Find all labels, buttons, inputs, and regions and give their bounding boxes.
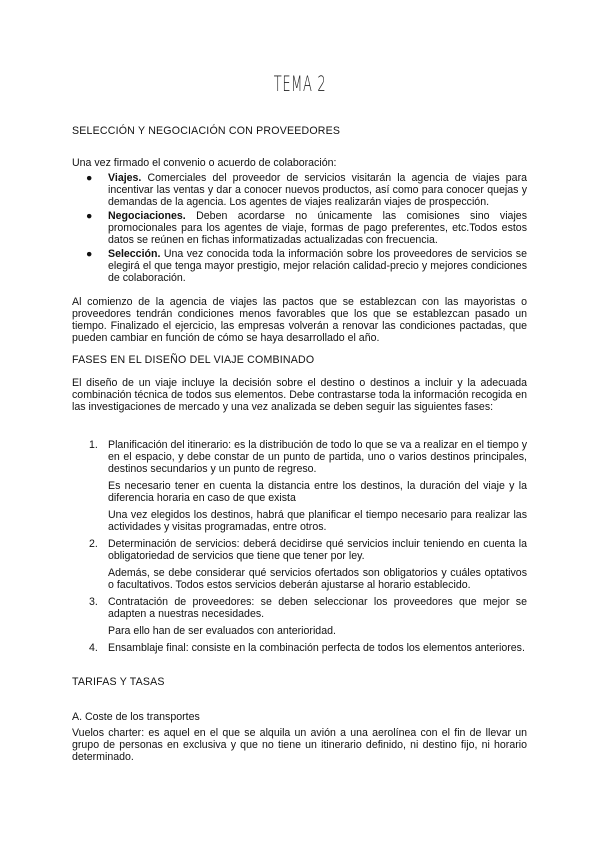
list-item-note: Es necesario tener en cuenta la distancia entre los destinos, la duración del viaje y la diferencia horaria en caso de que exista (108, 480, 527, 504)
list-item-number: 3. (89, 596, 98, 608)
list-item-number: 2. (89, 538, 98, 550)
list-item-text: Ensamblaje final: consiste en la combinación perfecta de todos los elementos anteriores. (108, 642, 525, 654)
list-item-note: Además, se debe considerar qué servicios ofertados son obligatorios y cuáles optativos o facultativos. Todos estos servicios deberán ajustarse al horario establecido. (108, 567, 527, 591)
section-heading-fases: FASES EN EL DISEÑO DEL VIAJE COMBINADO (72, 354, 315, 366)
list-item-text: Determinación de servicios: deberá decidirse qué servicios incluir teniendo en cuenta la obligatoriedad de servicios que tiene que tener por ley. (108, 538, 527, 562)
list-item (86, 210, 527, 246)
list-item-text: Comerciales del proveedor de servicios visitarán la agencia de viajes para incentivar las ventas y dar a conocer nuevos productos, así como para conocer quejas y demandas de la agencia. Los agentes de viajes realizarán viajes de prospección. (108, 172, 527, 208)
list-item-text: Contratación de proveedores: se deben seleccionar los proveedores que mejor se adapten a nuestras necesidades. (108, 596, 527, 620)
phases-list (72, 439, 527, 654)
section3-text: Vuelos charter: es aquel en el que se alquila un avión a una aerolínea con el fin de llevar un grupo de personas en exclusiva y que no tiene un itinerario definido, ni destino fijo, ni horario determinado. (72, 727, 527, 763)
section-heading-tarifas: TARIFAS Y TASAS (72, 676, 165, 688)
bullet-list (72, 172, 527, 284)
list-item-note: Para ello han de ser evaluados con anterioridad. (108, 625, 336, 637)
list-item-note: Una vez elegidos los destinos, habrá que planificar el tiempo necesario para realizar las actividades y visitas programadas, entre otros. (108, 509, 527, 533)
list-item-text: Una vez conocida toda la información sobre los proveedores de servicios se elegirá el que tenga mayor prestigio, mejor relación calidad-precio y mejores condiciones de colaboración. (108, 248, 527, 284)
bullet-icon: ● (86, 248, 93, 260)
page-title: TEMA 2 (273, 72, 327, 96)
list-item-term: Viajes. (108, 172, 142, 184)
list-item-text: Planificación del itinerario: es la distribución de todo lo que se va a realizar en el tiempo y en el espacio, y debe constar de un punto de partida, uno o varios destinos principales, destinos secundarios y un punto de regreso. (108, 439, 527, 475)
bullet-icon: ● (86, 210, 93, 222)
section1-closing: Al comienzo de la agencia de viajes las pactos que se establezcan con las mayoristas o proveedores tendrán condiciones menos favorables que los que se establezcan pasado un tiempo. Finalizado el ejercicio, las empresas volverán a renovar las condiciones pactadas, que pueden cambiar en función de cómo se haya desarrollado el año. (72, 296, 527, 344)
list-item-number: 1. (89, 439, 98, 451)
section2-intro: El diseño de un viaje incluye la decisión sobre el destino o destinos a incluir y la adecuada combinación técnica de todos sus elementos. Debe contrastarse toda la información recogida en las investigaciones de mercado y una vez analizada se deben seguir las siguientes fases: (72, 377, 527, 413)
document-body (72, 125, 527, 763)
list-item (89, 596, 527, 637)
bullet-icon: ● (86, 172, 93, 184)
list-item (86, 248, 527, 284)
list-item (89, 642, 527, 654)
list-item-number: 4. (89, 642, 98, 654)
list-item-term: Selección. (108, 248, 161, 260)
section-heading-proveedores: SELECCIÓN Y NEGOCIACIÓN CON PROVEEDORES (72, 125, 341, 137)
list-item (89, 538, 527, 591)
list-item-term: Negociaciones. (108, 210, 186, 222)
subsection-heading: A. Coste de los transportes (72, 711, 200, 723)
list-item (86, 172, 527, 208)
section1-intro: Una vez firmado el convenio o acuerdo de colaboración: (72, 157, 337, 169)
list-item (89, 439, 527, 533)
list-item-text: Deben acordarse no únicamente las comisiones sino viajes promocionales para los agentes de viaje, formas de pago preferentes, etc.Todos estos datos se reúnen en fichas informatizadas actualizadas con frecuencia. (108, 210, 527, 246)
